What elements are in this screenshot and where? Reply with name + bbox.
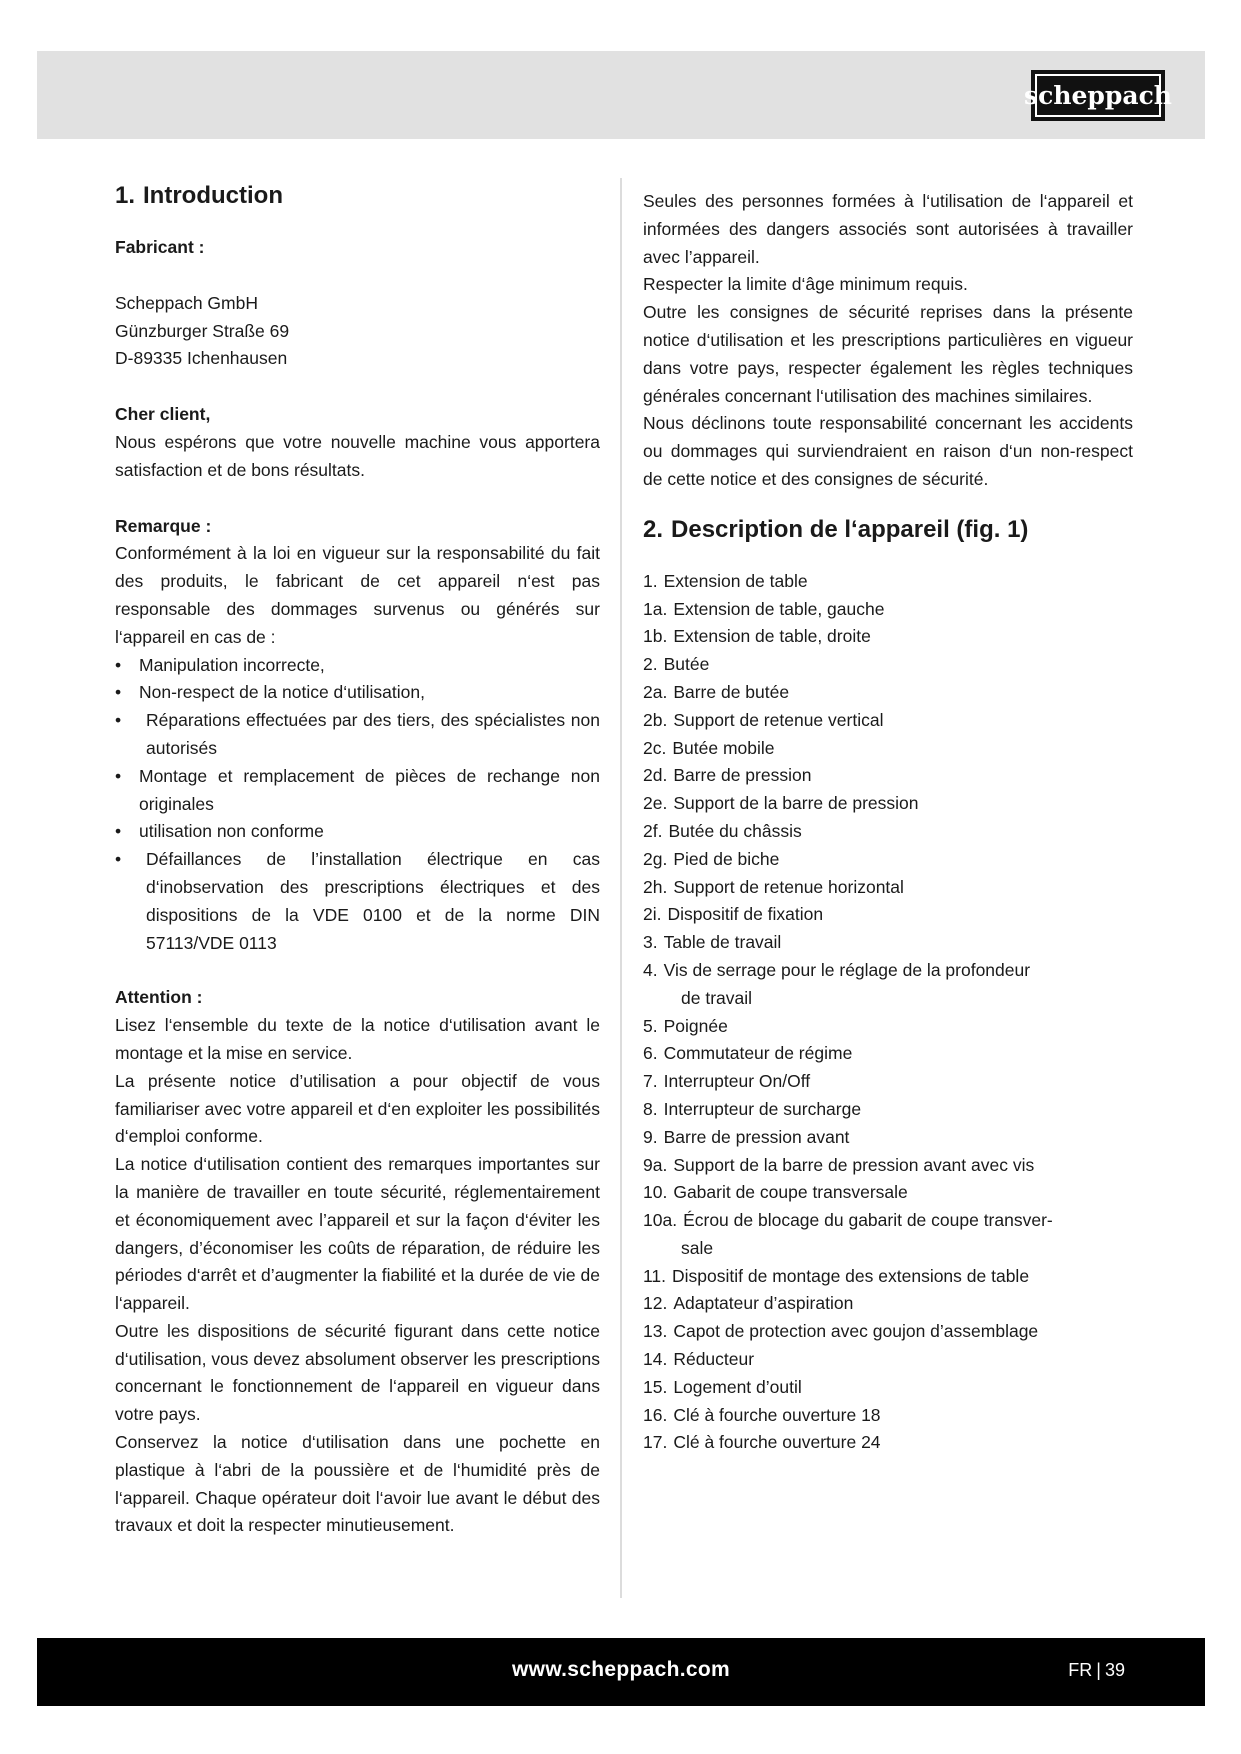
scheppach-logo: scheppach [1031,70,1165,121]
list-item: 2a. Barre de butée [643,681,790,702]
list-item: 11. Dispositif de montage des extensions de table [643,1265,1030,1286]
footer-url: www.scheppach.com [512,1658,730,1681]
attention-label: Attention : [115,987,203,1008]
manufacturer-label: Fabricant : [115,237,205,257]
section-title-introduction: 1. Introduction [115,182,283,209]
dear-customer-text: Nous espérons que votre nouvelle machine vous apportera satisfaction et de bons résultats. [115,431,600,480]
list-item: 1. Extension de table [643,570,808,591]
page-number: FR | 39 [1068,1660,1125,1680]
list-item: • Manipulation incorrecte, [115,654,325,675]
remark-bullet-list [115,652,600,958]
list-item: 2b. Support de retenue vertical [643,709,884,730]
list-item: 2f. Butée du châssis [643,820,802,841]
remark-label: Remarque : [115,515,212,536]
remark-text: Conformément à la loi en vigueur sur la responsabilité du fait des produits, le fabricant de cet appareil n‘est pas responsable des dommages survenus ou générés sur l‘appareil en cas de : [115,543,600,647]
safety-paragraph: Seules des personnes formées à l‘utilisation de l‘appareil et informées des dangers associés sont autorisées à travailler avec l’appareil. [643,191,1133,267]
list-item: 17. Clé à fourche ouverture 24 [643,1432,881,1453]
list-item: 2c. Butée mobile [643,737,775,758]
list-item: • utilisation non conforme [115,821,324,842]
safety-paragraph: Respecter la limite d‘âge minimum requis. [643,274,968,295]
list-item: 8. Interrupteur de surcharge [643,1098,862,1119]
list-item: 1b. Extension de table, droite [643,626,871,647]
list-item: 2h. Support de retenue horizontal [643,876,904,897]
list-item: • Réparations effectuées par des tiers, des spécialistes non autorisés [115,710,600,758]
list-item: 9. Barre de pression avant [643,1126,850,1147]
list-item: 10a. Écrou de blocage du gabarit de coupe transver- sale [643,1210,1053,1258]
dear-customer-label: Cher client, [115,404,211,425]
list-item: 4. Vis de serrage pour le réglage de la profondeur de travail [643,959,1031,1008]
list-item: 13. Capot de protection avec goujon d’assemblage [643,1321,1039,1342]
list-item: 9a. Support de la barre de pression avant avec vis [643,1154,1035,1175]
attention-paragraph: La présente notice d’utilisation a pour objectif de vous familiariser avec votre appareil et d‘en exploiter les possibilités d‘emploi conforme. [115,1070,600,1147]
list-item: • Défaillances de l’installation électrique en cas d‘inobservation des prescriptions électriques et des dispositions de la VDE 0100 et de la norme DIN 57113/VDE 0113 [115,849,600,953]
right-column [643,188,1133,1457]
attention-paragraph: La notice d‘utilisation contient des remarques importantes sur la manière de travailler en toute sécurité, réglementairement et économiquement avec l’appareil et sur la façon d‘éviter les dangers, d’économiser les coûts de réparation, de réduire les périodes d‘arrêt et d’augmenter la fiabilité et la durée de vie de l‘appareil. [115,1154,600,1314]
list-item: 6. Commutateur de régime [643,1043,853,1064]
list-item: 12. Adaptateur d’aspiration [643,1293,854,1314]
list-item: 2d. Barre de pression [643,765,812,786]
safety-paragraph: Nous déclinons toute responsabilité concernant les accidents ou dommages qui surviendraient en raison d‘un non-respect de cette notice et des consignes de sécurité. [643,413,1133,489]
list-item: 14. Réducteur [643,1349,755,1370]
attention-paragraph: Conservez la notice d‘utilisation dans une pochette en plastique à l‘abri de la poussière et de l‘humidité près de l‘appareil. Chaque opérateur doit l‘avoir lue avant le début des travaux et doit la respecter minutieusement. [115,1432,600,1536]
list-item: • Montage et remplacement de pièces de rechange non originales [115,765,600,814]
list-item: 2i. Dispositif de fixation [643,904,824,925]
attention-paragraph: Lisez l‘ensemble du texte de la notice d‘utilisation avant le montage et la mise en service. [115,1015,600,1063]
parts-list [643,568,1133,1458]
list-item: 2. Butée [643,654,710,675]
address-line: Scheppach GmbH [115,292,258,313]
footer-bar [37,1638,1205,1706]
section-title-description: 2. Description de l‘appareil (fig. 1) [643,515,1029,543]
list-item: 2g. Pied de biche [643,848,780,869]
list-item: 3. Table de travail [643,932,782,953]
address-line: D-89335 Ichenhausen [115,348,288,369]
list-item: 16. Clé à fourche ouverture 18 [643,1404,881,1425]
safety-paragraph: Outre les consignes de sécurité reprises dans la présente notice d‘utilisation et les prescriptions particulières en vigueur dans votre pays, respecter également les règles techniques générales concernant l‘utilisation des machines similaires. [643,302,1133,406]
left-column [115,176,600,1540]
list-item: 7. Interrupteur On/Off [643,1071,811,1092]
attention-paragraph: Outre les dispositions de sécurité figurant dans cette notice d‘utilisation, vous devez absolument observer les prescriptions concernant le fonctionnement de l‘appareil en vigueur dans votre pays. [115,1320,600,1425]
list-item: 5. Poignée [643,1015,728,1036]
list-item: 1a. Extension de table, gauche [643,598,885,619]
list-item: 10. Gabarit de coupe transversale [643,1182,908,1203]
list-item: 2e. Support de la barre de pression [643,793,919,814]
address-line: Günzburger Straße 69 [115,320,290,341]
list-item: • Non-respect de la notice d‘utilisation, [115,682,425,703]
column-divider [620,178,622,1598]
list-item: 15. Logement d’outil [643,1376,802,1397]
